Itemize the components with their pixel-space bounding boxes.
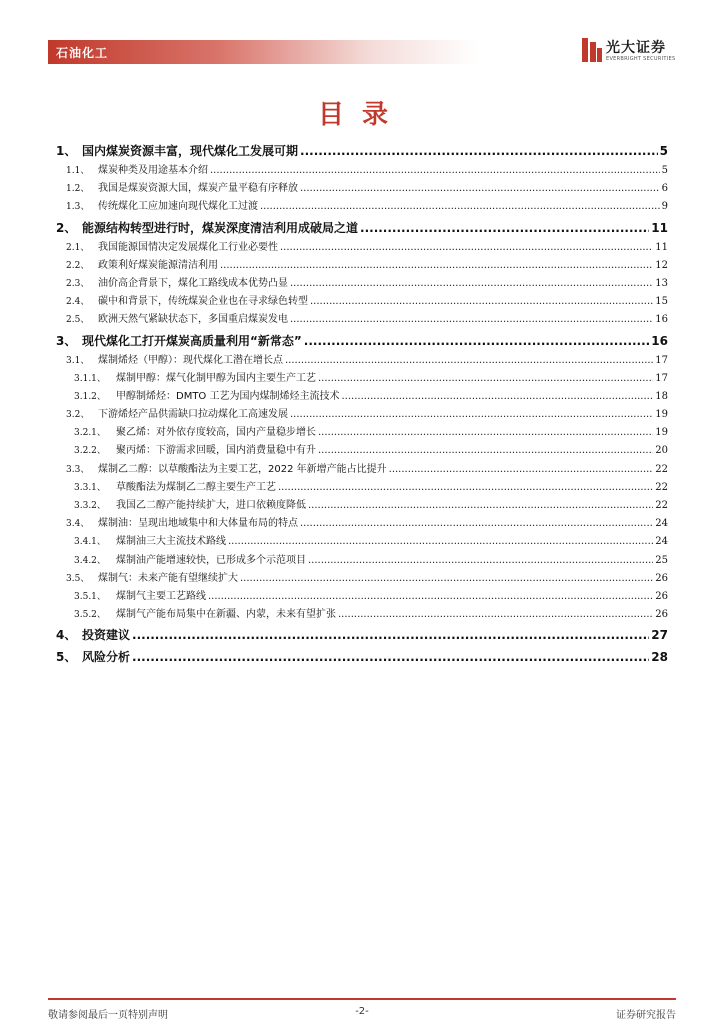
toc-leader-dots <box>360 217 649 239</box>
company-logo <box>582 36 682 66</box>
toc-entry-title: 政策利好煤炭能源清洁利用 <box>98 259 218 271</box>
toc-leader-dots <box>310 293 653 311</box>
toc-entry-number: 1.1、 <box>66 166 90 176</box>
toc-entry-page: 15 <box>655 296 668 308</box>
toc-entry-page: 24 <box>655 518 668 530</box>
toc-entry-number: 3.3.1、 <box>74 482 106 493</box>
toc-entry[interactable] <box>56 180 668 198</box>
toc-entry-title: 甲醇制烯烃：DMTO 工艺为国内煤制烯烃主流技术 <box>116 390 340 402</box>
toc-entry[interactable] <box>56 293 668 311</box>
toc-leader-dots <box>132 624 649 646</box>
toc-leader-dots <box>338 606 653 624</box>
footer-page-number: -2- <box>355 1006 369 1017</box>
toc-entry-number: 2.5、 <box>66 315 90 326</box>
toc-leader-dots <box>228 533 653 551</box>
toc-entry-title: 下游烯烃产品供需缺口拉动煤化工高速发展 <box>98 409 288 421</box>
toc-entry-number: 3.1.2、 <box>74 391 106 402</box>
toc-entry[interactable] <box>56 239 668 257</box>
toc-entry-number: 3.1、 <box>66 355 90 366</box>
toc-entry-number: 2.1、 <box>66 242 90 253</box>
toc-entry[interactable] <box>56 624 668 646</box>
logo-name-en: EVERBRIGHT SECURITIES <box>606 56 676 62</box>
logo-name-cn: 光大证券 <box>606 40 666 56</box>
toc-entry-title: 我国乙二醇产能持续扩大，进口依赖度降低 <box>116 500 306 511</box>
toc-entry-title: 煤制油产能增速较快，已形成多个示范项目 <box>116 554 306 566</box>
toc-entry[interactable] <box>56 388 668 406</box>
toc-entry-page: 27 <box>651 628 668 643</box>
toc-leader-dots <box>240 570 653 588</box>
toc-entry-title: 煤制乙二醇：以草酸酯法为主要工艺，2022 年新增产能占比提升 <box>98 463 387 475</box>
toc-entry-number: 3.4、 <box>66 519 90 530</box>
header-section-bar <box>48 40 478 64</box>
toc-entry-number: 3.5.1、 <box>74 591 106 602</box>
toc-entry[interactable] <box>56 257 668 275</box>
toc-entry-number: 3.2、 <box>66 410 90 421</box>
toc-entry-title: 传统煤化工应加速向现代煤化工过渡 <box>98 201 258 213</box>
toc-leader-dots <box>260 198 660 216</box>
toc-entry-title: 煤制油三大主流技术路线 <box>116 536 226 548</box>
toc-entry[interactable] <box>56 479 668 497</box>
toc-leader-dots <box>132 646 649 668</box>
toc-entry[interactable] <box>56 217 668 239</box>
toc-entry[interactable] <box>56 311 668 329</box>
toc-entry-title: 煤制油：呈现出地域集中和大体量布局的特点 <box>98 518 298 530</box>
toc-entry-number: 3.4.1、 <box>74 537 106 548</box>
toc-leader-dots <box>389 461 654 479</box>
toc-entry-page: 22 <box>655 463 668 475</box>
toc-entry-number: 5、 <box>56 650 77 665</box>
toc-entry-page: 24 <box>655 536 668 548</box>
toc-entry-page: 17 <box>655 354 668 366</box>
toc-entry[interactable] <box>56 588 668 606</box>
toc-entry[interactable] <box>56 606 668 624</box>
logo-icon <box>582 38 602 62</box>
toc-entry-number: 3、 <box>56 333 77 348</box>
toc-entry-page: 18 <box>655 390 668 402</box>
toc-entry-page: 25 <box>655 554 668 566</box>
footer-disclaimer: 敬请参阅最后一页特别声明 <box>48 1010 168 1021</box>
toc-entry-title: 煤制烯烃（甲醇）：现代煤化工潜在增长点 <box>98 354 283 366</box>
toc-leader-dots <box>278 479 653 497</box>
footer-report-type: 证券研究报告 <box>616 1010 676 1021</box>
toc-entry[interactable] <box>56 515 668 533</box>
toc-entry-page: 13 <box>655 277 668 289</box>
toc-entry-page: 6 <box>661 183 668 195</box>
toc-entry[interactable] <box>56 140 668 162</box>
toc-leader-dots <box>280 239 653 257</box>
toc-entry-page: 26 <box>655 572 668 584</box>
header-section-label: 石油化工 <box>56 46 109 60</box>
toc-leader-dots <box>300 515 653 533</box>
toc-leader-dots <box>208 588 653 606</box>
toc-entry[interactable] <box>56 461 668 479</box>
toc-entry-page: 17 <box>655 372 668 384</box>
toc-entry-title: 能源结构转型进行时，煤炭深度清洁利用成破局之道 <box>82 220 359 235</box>
toc-entry-number: 3.4.2、 <box>74 555 106 566</box>
toc-entry-title: 油价高企背景下，煤化工路线成本优势凸显 <box>98 277 288 289</box>
toc-entry-page: 5 <box>661 165 668 176</box>
toc-entry[interactable] <box>56 406 668 424</box>
toc-entry[interactable] <box>56 533 668 551</box>
toc-entry-number: 2.4、 <box>66 297 90 308</box>
toc-entry-title: 现代煤化工打开煤炭高质量利用“新常态” <box>82 333 302 348</box>
toc-entry-title: 聚丙烯：下游需求回暖，国内消费量稳中有升 <box>116 445 316 457</box>
toc-entry[interactable] <box>56 330 668 352</box>
toc-entry[interactable] <box>56 497 668 515</box>
toc-leader-dots <box>220 257 653 275</box>
toc-entry-title: 煤炭种类及用途基本介绍 <box>98 165 208 176</box>
toc-entry-page: 26 <box>655 609 668 621</box>
toc-entry-title: 煤制气产能布局集中在新疆、内蒙，未来有望扩张 <box>116 609 336 621</box>
toc-leader-dots <box>342 388 654 406</box>
toc-entry-page: 5 <box>659 144 668 158</box>
toc-entry[interactable] <box>56 552 668 570</box>
toc-entry-page: 16 <box>651 333 668 348</box>
toc-leader-dots <box>290 275 653 293</box>
toc-entry-title: 国内煤炭资源丰富，现代煤化工发展可期 <box>82 144 299 158</box>
toc-leader-dots <box>290 311 653 329</box>
toc-entry-number: 1、 <box>56 144 77 158</box>
toc-leader-dots <box>300 140 658 162</box>
toc-entry-number: 3.5、 <box>66 573 90 584</box>
toc-leader-dots <box>210 162 660 180</box>
toc-entry[interactable] <box>56 646 668 668</box>
toc-entry-number: 4、 <box>56 628 77 643</box>
toc-entry-number: 2.3、 <box>66 278 90 289</box>
toc-entry-title: 聚乙烯：对外依存度较高，国内产量稳步增长 <box>116 427 316 439</box>
footer-divider <box>48 998 676 1000</box>
toc-entry[interactable] <box>56 570 668 588</box>
toc-entry[interactable] <box>56 442 668 460</box>
toc-entry-title: 煤制气：未来产能有望继续扩大 <box>98 572 238 584</box>
toc-entry-number: 3.3.2、 <box>74 501 106 511</box>
toc-entry-number: 3.5.2、 <box>74 610 106 621</box>
toc-entry-number: 3.1.1、 <box>74 373 106 384</box>
toc-entry[interactable] <box>56 370 668 388</box>
toc-entry[interactable] <box>56 424 668 442</box>
toc-entry-title: 我国能源国情决定发展煤化工行业必要性 <box>98 241 278 253</box>
toc-entry[interactable] <box>56 275 668 293</box>
toc-leader-dots <box>318 370 653 388</box>
toc-entry-page: 26 <box>655 590 668 602</box>
toc-leader-dots <box>318 442 653 460</box>
toc-leader-dots <box>308 552 653 570</box>
toc-entry-page: 28 <box>651 650 668 665</box>
toc-entry-title: 草酸酯法为煤制乙二醇主要生产工艺 <box>116 481 276 493</box>
toc-entry-page: 19 <box>655 427 668 439</box>
toc-leader-dots <box>304 330 650 352</box>
toc-entry-page: 22 <box>655 481 668 493</box>
toc-entry-page: 16 <box>655 314 668 326</box>
toc-leader-dots <box>308 497 653 515</box>
page-title: 目录 <box>317 100 406 130</box>
toc-entry-page: 9 <box>661 201 668 213</box>
toc-entry-number: 3.2.2、 <box>74 446 106 457</box>
toc-entry-number: 1.3、 <box>66 202 90 213</box>
toc-leader-dots <box>318 424 653 442</box>
toc-leader-dots <box>300 180 660 198</box>
toc-entry-title: 投资建议 <box>82 628 131 643</box>
toc-entry-page: 20 <box>655 445 668 457</box>
table-of-contents <box>56 140 668 668</box>
toc-entry-title: 欧洲天然气紧缺状态下，多国重启煤炭发电 <box>98 314 288 326</box>
toc-entry-title: 我国是煤炭资源大国，煤炭产量平稳有序释放 <box>98 183 298 195</box>
toc-entry-title: 煤制气主要工艺路线 <box>116 590 206 602</box>
toc-entry-title: 煤制甲醇：煤气化制甲醇为国内主要生产工艺 <box>116 372 316 384</box>
toc-entry-number: 3.2.1、 <box>74 428 106 439</box>
toc-entry-number: 3.3、 <box>66 464 90 475</box>
toc-entry-number: 2.2、 <box>66 260 90 271</box>
toc-entry[interactable] <box>56 352 668 370</box>
toc-entry[interactable] <box>56 198 668 216</box>
toc-entry-title: 碳中和背景下，传统煤炭企业也在寻求绿色转型 <box>98 296 308 308</box>
toc-entry-page: 19 <box>655 409 668 421</box>
toc-entry-title: 风险分析 <box>82 650 131 665</box>
toc-entry-page: 11 <box>655 241 668 253</box>
toc-entry-number: 1.2、 <box>66 184 90 195</box>
toc-entry-page: 11 <box>651 220 668 235</box>
toc-leader-dots <box>285 352 653 370</box>
toc-entry-page: 22 <box>655 500 668 511</box>
toc-entry-number: 2、 <box>56 220 77 235</box>
toc-leader-dots <box>290 406 653 424</box>
toc-entry[interactable] <box>56 162 668 180</box>
toc-entry-page: 12 <box>655 259 668 271</box>
